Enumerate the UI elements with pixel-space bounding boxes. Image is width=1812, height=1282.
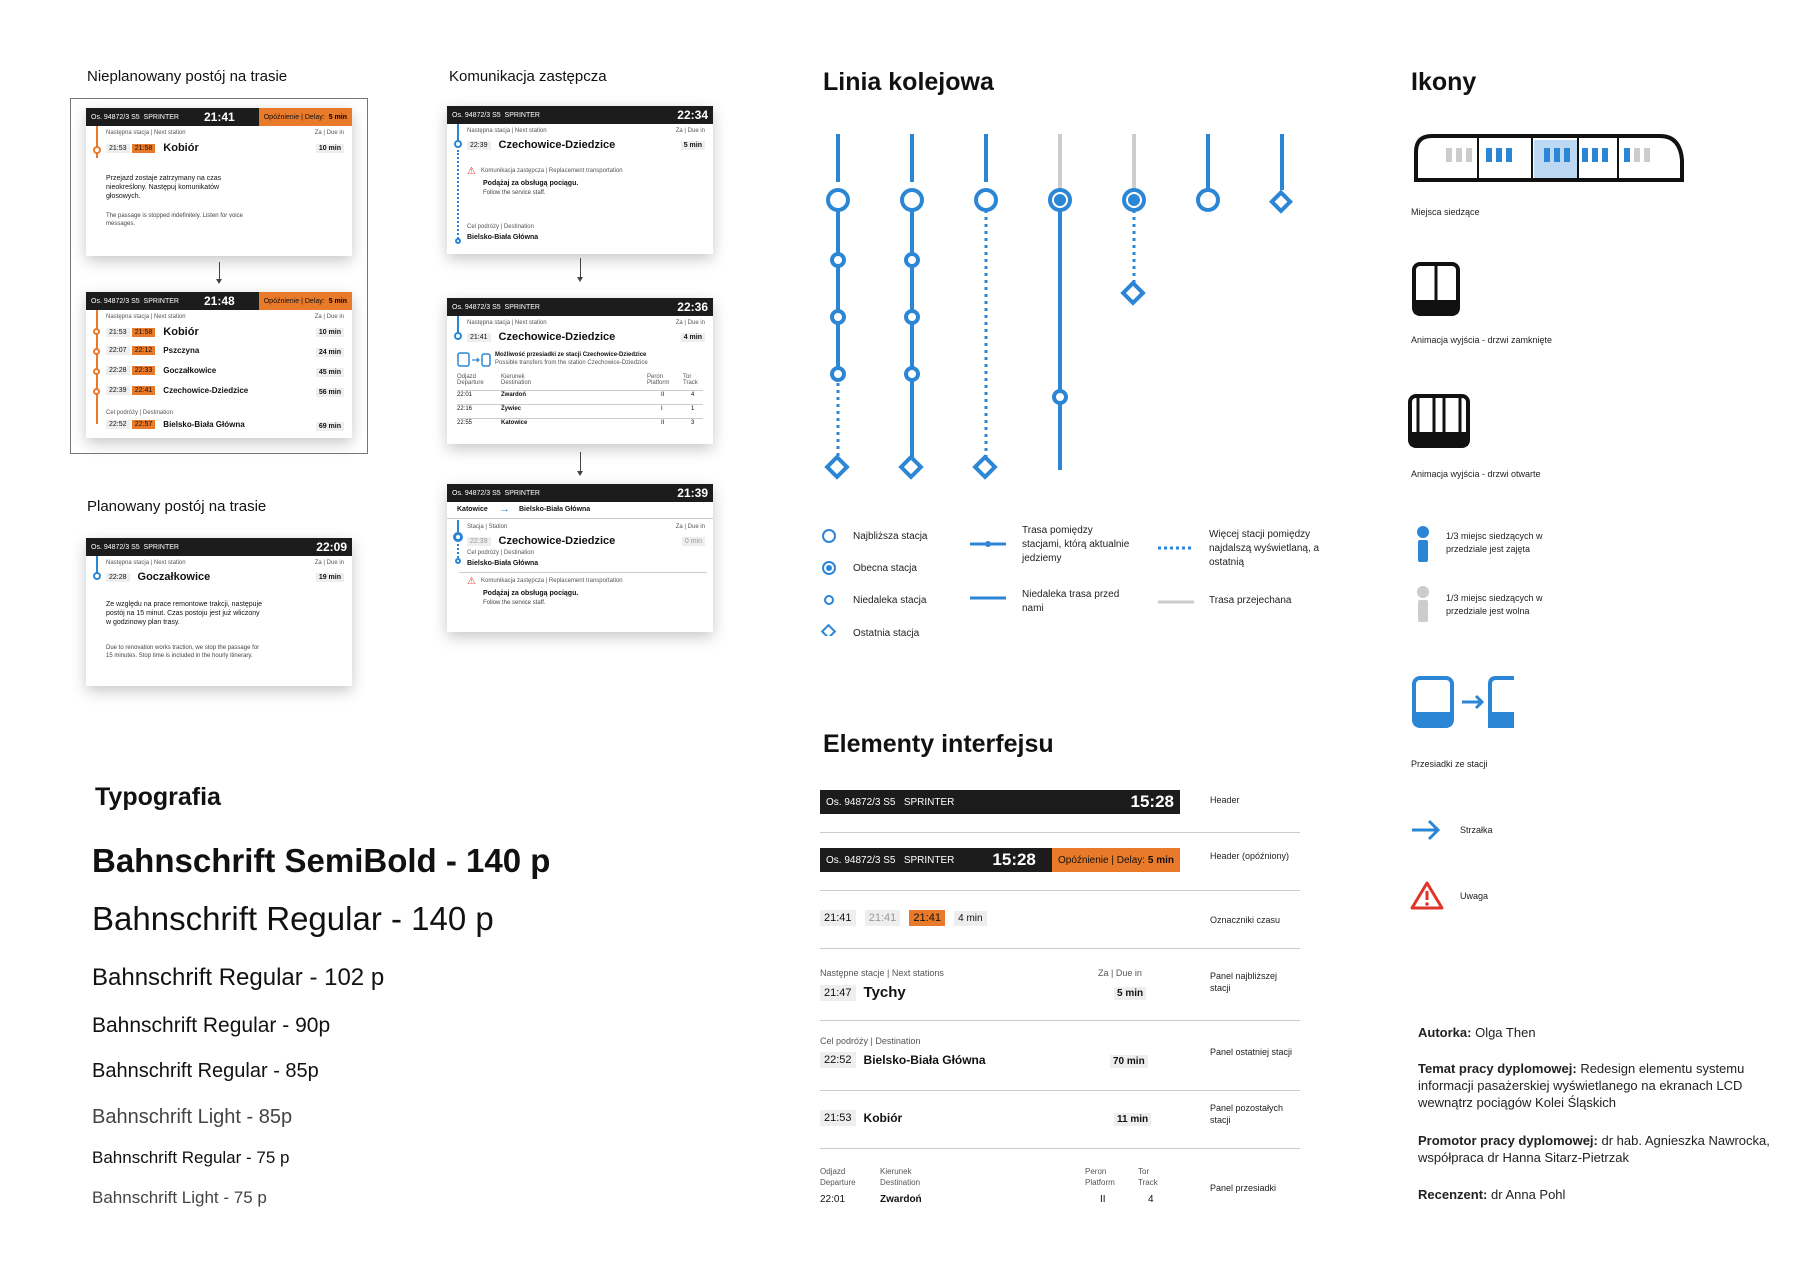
typo-sample-6: Bahnschrift Light - 85p [92,1106,293,1128]
screen-header [86,108,352,126]
ui-label-header: Header [1210,795,1240,805]
ui-header: Os. 94872/3 S5 SPRINTER 15:28 [820,790,1180,814]
credits-author: Autorka: Olga Then [1418,1025,1536,1040]
screen-header: Os. 94872/3 S5 SPRINTER 22:36 [447,298,713,316]
legend-passed: Trasa przejechana [1209,595,1292,606]
arrow-icon: → [499,503,510,515]
ui-track: 4 [1148,1194,1154,1205]
transfer-dir: Katowice [501,420,528,426]
section-title-unplanned: Nieplanowany postój na trasie [87,68,288,85]
section-title-railway: Linia kolejowa [823,68,994,96]
ui-dep-header: Odjazd Departure [820,1167,856,1187]
screen-card-replacement-2: Os. 94872/3 S5 SPRINTER 22:36 Następna stacja | Next station Za | Due in 21:41 Czechowice-Dziedzice 4 min Możliwość przesiadki ze stacji Czechowice-Dziedzice Possible transfers from the station Czechowice-Dziedzice Odjazd Departure Kierunek Destination Peron Platform Tor Track 22:01 Zwardoń II 4 22:16 Żywiec I 1 22:55 Katowice II 3 [447,298,713,444]
section-title-planned: Planowany postój na trasie [87,498,267,515]
station-row: 22:07 22:12 Pszczyna [106,346,199,355]
warning-icon: ⚠ [467,166,476,177]
screen-card-planned: Os. 94872/3 S5 SPRINTER 22:09 Następna stacja | Next station Za | Due in 22:28 Goczałkowice 19 min Ze względu na prace remontowe trakcji, następuje postój na 15 minut. Czas postoju jest już wliczony w godzinowy plan trasy. Due to renovation works traction, we stop the passage for 15 minutes. Stop time is included in the hourly itinerary. [86,538,352,686]
ui-label-dest: Panel ostatniej stacji [1210,1047,1293,1057]
legend-far: Niedaleka stacja [853,595,927,606]
station-row: 21:53 21:58 Kobiór [106,326,199,338]
destination-label: Cel podróży | Destination [106,410,173,416]
transfer-track: 1 [691,406,695,412]
screen-header: Os. 94872/3 S5 SPRINTER 21:39 [447,484,713,502]
delay-badge: Opóźnienie | Delay: 5 min [259,292,352,310]
time-markers: 21:41 21:41 21:41 4 min [820,910,987,926]
screen-header: Os. 94872/3 S5 SPRINTER 22:34 [447,106,713,124]
typo-sample-4: Bahnschrift Regular - 90p [92,1014,331,1037]
ui-dir-header: Kierunek Destination [880,1167,921,1187]
section-title-typography: Typografia [95,783,221,811]
typo-sample-8: Bahnschrift Light - 75 p [92,1188,267,1207]
icon-label-occupied: 1/3 miejsc siedzących w przedziale jest zajęta [1446,531,1543,554]
legend-last: Ostatnia stacja [853,628,920,639]
credits-topic: Temat pracy dyplomowej: Redesign elementu systemu informacji pasażerskiej wyświetlanego na ekranach LCD wewnątrz pociągów Kolei Śląskich [1418,1061,1745,1110]
ui-label-times: Oznaczniki czasu [1210,915,1281,925]
typo-sample-3: Bahnschrift Regular - 102 p [92,964,385,991]
due-value: 45 min [316,368,344,377]
message-en: The passage is stopped indefinitely. Listen for voice messages. [106,213,243,227]
delay-badge: Opóźnienie | Delay: 5 min [1052,848,1180,872]
clock: 21:39 [677,486,708,500]
transfer-station-icon [1412,676,1516,732]
clock: 22:36 [677,300,708,314]
ui-plat-header: Peron Platform [1085,1167,1115,1187]
station-node [93,348,100,355]
flow-arrow [580,258,581,278]
warning-icon [1410,880,1444,910]
section-title-replacement: Komunikacja zastępcza [449,68,607,85]
transfer-dir: Żywiec [501,406,522,412]
screen-card-replacement-1: Os. 94872/3 S5 SPRINTER 22:34 Następna stacja | Next station Za | Due in 22:39 Czechowice-Dziedzice 5 min ⚠ Komunikacja zastępcza | Replacement transportation Podążaj za obsługą pociągu. Follow the service staff. Cel podróży | Destination Bielsko-Biała Główna [447,106,713,254]
screen-card-replacement-3: Os. 94872/3 S5 SPRINTER 21:39 Katowice → Bielsko-Biała Główna Stacja | Station Za | Due in 22:39 Czechowice-Dziedzice 0 min Cel podróży | Destination Bielsko-Biała Główna ⚠ Komunikacja zastępcza | Replacement transportation Podążaj za obsługą pociągu. Follow the service staff. [447,484,713,632]
credits-promoter: Promotor pracy dyplomowej: dr hab. Agnieszka Nawrocka, współpraca dr Hanna Sitarz-Pietrzak [1418,1133,1770,1165]
ui-next-station-row: 21:47 Tychy [820,984,906,1001]
flow-arrow [219,262,220,280]
train-type: SPRINTER [143,113,179,121]
station-node [93,368,100,375]
next-station-row: 21:53 21:58 Kobiór [106,142,199,154]
section-title-icons: Ikony [1411,68,1477,96]
ui-next-stations-label: Następne stacje | Next stations [820,968,944,978]
next-station-label: Następna stacja | Next station [106,130,186,136]
clock: 21:48 [204,294,235,308]
icon-label-warning: Uwaga [1460,891,1489,901]
ui-dir: Zwardoń [880,1194,922,1205]
typo-sample-5: Bahnschrift Regular - 85p [92,1060,319,1082]
route-from: Katowice [457,506,488,513]
transfer-dep: 22:01 [457,392,473,398]
ui-label-transfer: Panel przesiadki [1210,1183,1277,1193]
typo-sample-2: Bahnschrift Regular - 140 p [92,900,494,937]
transfer-plat: I [661,406,663,412]
station-node [93,388,100,395]
ui-other-row: 21:53 Kobiór [820,1110,902,1126]
arrow-icon [1410,818,1442,842]
legend-between: Trasa pomiędzy stacjami, którą aktualnie jedziemy [1022,525,1130,564]
railway-line-variants [800,120,1300,480]
transfer-plat: II [661,392,665,398]
transfer-plat: II [661,420,665,426]
route-to: Bielsko-Biała Główna [519,506,591,513]
legend-more: Więcej stacji pomiędzy najdalszą wyświetlaną, a ostatnią [1209,529,1320,568]
clock: 22:34 [677,108,708,122]
ui-label-other: Panel pozostałych stacji [1210,1103,1284,1125]
flow-arrow [580,452,581,472]
delay-badge: Opóźnienie | Delay: 5 min [259,108,352,126]
icon-label-transfers: Przesiadki ze stacji [1411,759,1488,769]
due-value: 10 min [316,144,344,153]
section-title-ui: Elementy interfejsu [823,730,1054,758]
screen-card-unplanned-2: Os. 94872/3 S5 SPRINTER 21:48 Opóźnienie | Delay: 5 min Następna stacja | Next station Za | Due in 21:53 21:58 Kobiór 10 min 22:07 22:12 Pszczyna 24 min 22:28 22:33 Goczałkowice 45 min 22:39 22:41 Czechowice-Dziedzice 56 min Cel podróży | Destination 22:52 22:57 Bielsko-Biała Główna 69 min [86,292,352,438]
transfer-dep: 22:16 [457,406,473,412]
transfer-track: 4 [691,392,695,398]
transfer-dir: Zwardoń [501,392,526,398]
station-row: 22:28 22:33 Goczałkowice [106,366,216,375]
icon-label-arrow: Strzałka [1460,825,1493,835]
icon-label-seats: Miejsca siedzące [1411,207,1480,217]
ui-plat: II [1100,1194,1106,1205]
ui-destination-row: 22:52 Bielsko-Biała Główna [820,1052,986,1068]
station-node [93,328,100,335]
destination-row: 22:52 22:57 Bielsko-Biała Główna [106,420,245,429]
message-en: Due to renovation works traction, we stop the passage for 15 minutes. Stop time is included in the hourly itinerary. [106,645,260,659]
transfer-dep: 22:55 [457,420,473,426]
legend-ahead: Niedaleka trasa przed nami [1022,589,1120,614]
due-value: 56 min [316,388,344,397]
screen-header: Os. 94872/3 S5 SPRINTER 22:09 [86,538,352,556]
message-pl: Przejazd zostaje zatrzymany na czas nieokreślony. Następuj komunikatów głosowych. [106,175,222,200]
clock: 22:09 [316,540,347,554]
station-row: 22:39 22:41 Czechowice-Dziedzice [106,386,248,395]
train-number: Os. 94872/3 S5 [91,113,140,121]
icon-label-free: 1/3 miejsc siedzących w przedziale jest wolna [1446,593,1543,616]
warning-icon: ⚠ [467,576,476,587]
screen-card-unplanned-1 [86,108,352,256]
due-value: 24 min [316,348,344,357]
legend-current: Obecna stacja [853,563,917,574]
clock: 21:41 [204,110,235,124]
seat-free-icon [1416,586,1430,624]
message-pl: Ze względu na prace remontowe trakcji, następuje postój na 15 minut. Czas postoju jest już wliczony w godzinowy plan trasy. [106,601,263,626]
icon-label-door-open: Animacja wyjścia - drzwi otwarte [1411,469,1541,479]
legend-symbols [820,526,840,636]
credits-reviewer: Recenzent: dr Anna Pohl [1418,1187,1566,1202]
seating-icon [1410,132,1686,184]
ui-label-header-delayed: Header (opóźniony) [1210,851,1290,861]
transfer-icon [457,352,493,368]
legend-lines-2 [1156,544,1196,604]
icon-label-door-closed: Animacja wyjścia - drzwi zamknięte [1411,335,1553,345]
ui-header-delayed: Os. 94872/3 S5 SPRINTER 15:28 Opóźnienie | Delay: 5 min [820,848,1180,872]
screen-header: Os. 94872/3 S5 SPRINTER 21:48 Opóźnienie | Delay: 5 min [86,292,352,310]
legend-nearest: Najbliższa stacja [853,531,928,542]
ui-dep: 22:01 [820,1194,846,1205]
door-open-icon [1408,394,1470,450]
typo-sample-7: Bahnschrift Regular - 75 p [92,1148,290,1167]
due-value: 10 min [316,328,344,337]
typo-sample-1: Bahnschrift SemiBold - 140 p [92,842,551,879]
legend-lines [968,538,1008,608]
ui-label-next: Panel najbliższej stacji [1210,971,1278,993]
door-closed-icon [1412,262,1460,318]
due-in-label: Za | Due in [314,130,344,136]
transfer-track: 3 [691,420,695,426]
seat-occupied-icon [1416,526,1430,564]
ui-track-header: Tor Track [1138,1167,1158,1187]
